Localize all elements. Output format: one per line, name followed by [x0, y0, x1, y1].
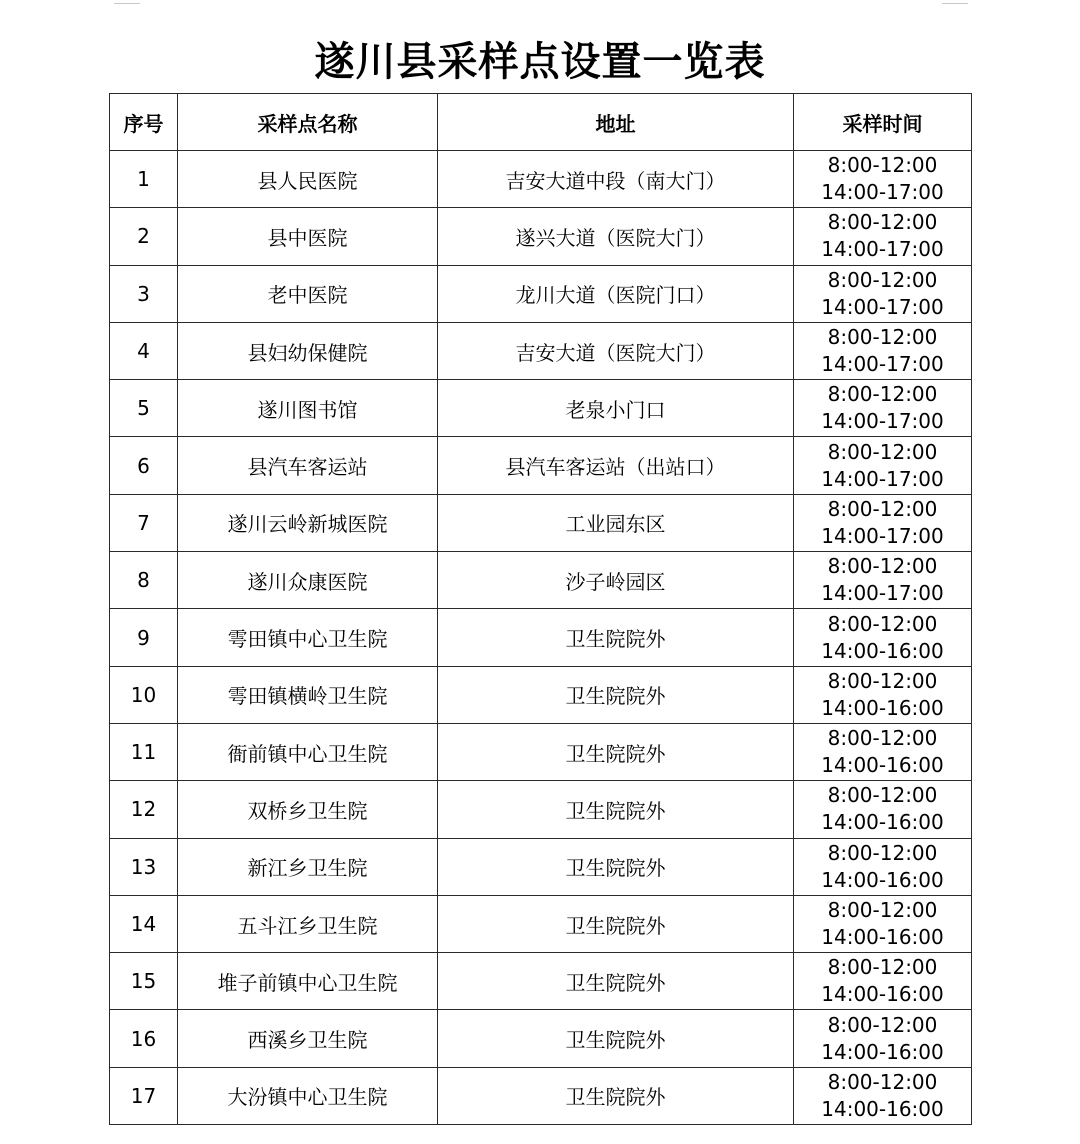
- site-name: 新江乡卫生院: [178, 838, 438, 895]
- sampling-time-morning: 8:00-12:00: [827, 783, 938, 808]
- site-name: 西溪乡卫生院: [178, 1010, 438, 1067]
- site-name: 遂川众康医院: [178, 552, 438, 609]
- row-number: 15: [110, 953, 178, 1010]
- table-row: [110, 781, 972, 838]
- sampling-time: [794, 666, 972, 723]
- site-address: 老泉小门口: [438, 380, 794, 437]
- sampling-time: [794, 838, 972, 895]
- sampling-time: [794, 322, 972, 379]
- sampling-time-morning: 8:00-12:00: [827, 153, 938, 178]
- page-corner-mark-right: [942, 0, 968, 4]
- sampling-time-afternoon: 14:00-17:00: [821, 523, 944, 548]
- site-name: 县中医院: [178, 208, 438, 265]
- site-address: 卫生院院外: [438, 1067, 794, 1124]
- sampling-time-afternoon: 14:00-16:00: [821, 1039, 944, 1064]
- header-no: 序号: [110, 94, 178, 151]
- sampling-time-afternoon: 14:00-16:00: [821, 867, 944, 892]
- sampling-time: [794, 265, 972, 322]
- sampling-time: [794, 151, 972, 208]
- site-address: 沙子岭园区: [438, 552, 794, 609]
- site-address: 卫生院院外: [438, 723, 794, 780]
- sampling-time-morning: 8:00-12:00: [827, 668, 938, 693]
- site-name: 堆子前镇中心卫生院: [178, 953, 438, 1010]
- sampling-time-afternoon: 14:00-16:00: [821, 925, 944, 949]
- site-address: 卫生院院外: [438, 781, 794, 838]
- site-address: 吉安大道（医院大门）: [438, 322, 794, 379]
- table-row: [110, 838, 972, 895]
- sampling-time-afternoon: 14:00-16:00: [821, 1096, 944, 1121]
- sampling-time-morning: 8:00-12:00: [827, 554, 938, 579]
- page-corner-mark-left: [114, 0, 140, 4]
- site-name: 雩田镇中心卫生院: [178, 609, 438, 666]
- row-number: 17: [110, 1067, 178, 1124]
- table-row: [110, 895, 972, 952]
- site-name: 衙前镇中心卫生院: [178, 723, 438, 780]
- sampling-time-morning: 8:00-12:00: [827, 210, 938, 235]
- site-address: 龙川大道（医院门口）: [438, 265, 794, 322]
- sampling-time-afternoon: 14:00-17:00: [821, 237, 944, 262]
- sampling-time-afternoon: 14:00-17:00: [821, 581, 944, 606]
- site-name: 大汾镇中心卫生院: [178, 1067, 438, 1124]
- row-number: 14: [110, 895, 178, 952]
- sampling-time-afternoon: 14:00-17:00: [821, 180, 944, 205]
- sampling-time-afternoon: 14:00-16:00: [821, 695, 944, 720]
- site-address: 卫生院院外: [438, 666, 794, 723]
- table-row: [110, 380, 972, 437]
- row-number: 6: [110, 437, 178, 494]
- sampling-time: [794, 552, 972, 609]
- site-address: 工业园东区: [438, 494, 794, 551]
- site-name: 县人民医院: [178, 151, 438, 208]
- site-name: 五斗江乡卫生院: [178, 895, 438, 952]
- sampling-time-morning: 8:00-12:00: [827, 325, 938, 350]
- row-number: 2: [110, 208, 178, 265]
- row-number: 5: [110, 380, 178, 437]
- site-name: 县汽车客运站: [178, 437, 438, 494]
- sampling-sites-table: [109, 93, 972, 1125]
- table-row: [110, 437, 972, 494]
- sampling-time-afternoon: 14:00-17:00: [821, 352, 944, 377]
- site-address: 卫生院院外: [438, 838, 794, 895]
- site-address: 卫生院院外: [438, 1010, 794, 1067]
- sampling-time: [794, 723, 972, 780]
- row-number: 11: [110, 723, 178, 780]
- sampling-time-afternoon: 14:00-16:00: [821, 638, 944, 663]
- sampling-time: [794, 609, 972, 666]
- table-body: [110, 151, 972, 1125]
- sampling-time: [794, 895, 972, 952]
- sampling-time: [794, 208, 972, 265]
- site-address: 吉安大道中段（南大门）: [438, 151, 794, 208]
- table-row: [110, 953, 972, 1010]
- row-number: 8: [110, 552, 178, 609]
- sampling-time-morning: 8:00-12:00: [827, 840, 938, 865]
- sampling-time-morning: 8:00-12:00: [827, 1069, 938, 1094]
- table-row: [110, 494, 972, 551]
- sampling-time: [794, 781, 972, 838]
- row-number: 9: [110, 609, 178, 666]
- sampling-time: [794, 953, 972, 1010]
- header-site-name: 采样点名称: [178, 94, 438, 151]
- site-name: 遂川云岭新城医院: [178, 494, 438, 551]
- header-address: 地址: [438, 94, 794, 151]
- table-row: [110, 151, 972, 208]
- row-number: 7: [110, 494, 178, 551]
- site-address: 卫生院院外: [438, 609, 794, 666]
- site-name: 遂川图书馆: [178, 380, 438, 437]
- site-name: 县妇幼保健院: [178, 322, 438, 379]
- sampling-time: [794, 494, 972, 551]
- table-row: [110, 322, 972, 379]
- sampling-time-morning: 8:00-12:00: [827, 955, 938, 980]
- table-row: [110, 666, 972, 723]
- sampling-time-morning: 8:00-12:00: [827, 496, 938, 521]
- table-row: [110, 723, 972, 780]
- sampling-time-afternoon: 14:00-16:00: [821, 753, 944, 778]
- sampling-time-morning: 8:00-12:00: [827, 267, 938, 292]
- row-number: 10: [110, 666, 178, 723]
- table-row: [110, 265, 972, 322]
- sampling-time: [794, 1067, 972, 1124]
- row-number: 3: [110, 265, 178, 322]
- sampling-time-morning: 8:00-12:00: [827, 726, 938, 751]
- sampling-time-morning: 8:00-12:00: [827, 382, 938, 407]
- sampling-time-morning: 8:00-12:00: [827, 898, 938, 922]
- sampling-time-afternoon: 14:00-17:00: [821, 466, 944, 491]
- table-row: [110, 609, 972, 666]
- row-number: 4: [110, 322, 178, 379]
- document-title: 遂川县采样点设置一览表: [314, 39, 766, 85]
- sampling-time: [794, 437, 972, 494]
- site-address: 卫生院院外: [438, 953, 794, 1010]
- header-sampling-time: 采样时间: [794, 94, 972, 151]
- table-row: [110, 1010, 972, 1067]
- sampling-time-afternoon: 14:00-17:00: [821, 294, 944, 319]
- site-name: 老中医院: [178, 265, 438, 322]
- table-row: [110, 208, 972, 265]
- site-address: 县汽车客运站（出站口）: [438, 437, 794, 494]
- row-number: 16: [110, 1010, 178, 1067]
- row-number: 12: [110, 781, 178, 838]
- table-header-row: [110, 94, 972, 151]
- sampling-time-morning: 8:00-12:00: [827, 1012, 938, 1037]
- site-name: 双桥乡卫生院: [178, 781, 438, 838]
- sampling-time-morning: 8:00-12:00: [827, 611, 938, 636]
- sampling-time-afternoon: 14:00-16:00: [821, 982, 944, 1007]
- site-address: 遂兴大道（医院大门）: [438, 208, 794, 265]
- row-number: 13: [110, 838, 178, 895]
- sampling-time-afternoon: 14:00-16:00: [821, 810, 944, 835]
- table-row: [110, 1067, 972, 1124]
- sampling-time: [794, 1010, 972, 1067]
- table-row: [110, 552, 972, 609]
- row-number: 1: [110, 151, 178, 208]
- sampling-time-morning: 8:00-12:00: [827, 439, 938, 464]
- sampling-time-afternoon: 14:00-17:00: [821, 409, 944, 434]
- site-name: 雩田镇横岭卫生院: [178, 666, 438, 723]
- site-address: 卫生院院外: [438, 895, 794, 952]
- sampling-time: [794, 380, 972, 437]
